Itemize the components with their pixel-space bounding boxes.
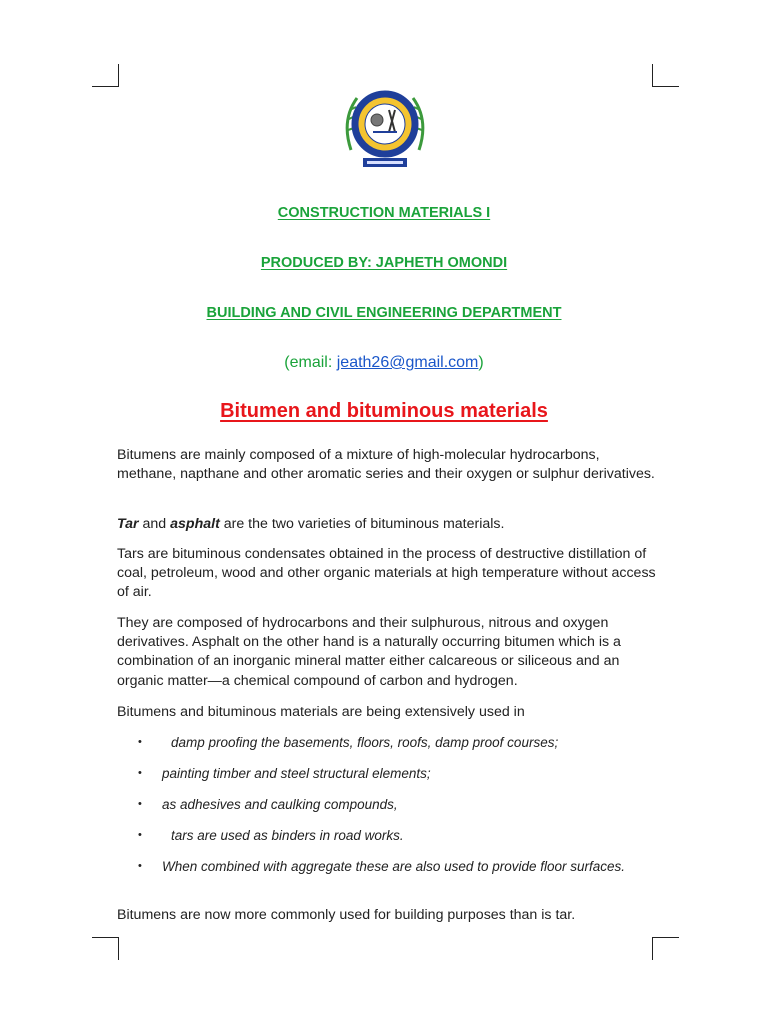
list-item: • damp proofing the basements, floors, roofs, damp proof courses;	[138, 733, 658, 752]
course-title: CONSTRUCTION MATERIALS I	[277, 205, 491, 221]
email-line	[0, 354, 768, 372]
varieties-and: and	[138, 516, 171, 532]
list-item: • When combined with aggregate these are also used to provide floor surfaces.	[138, 857, 658, 876]
term-tar: Tar	[117, 516, 139, 532]
produced-by: PRODUCED BY: JAPHETH OMONDI	[260, 255, 508, 271]
paragraph-varieties	[117, 515, 657, 534]
list-item: • painting timber and steel structural elements;	[138, 764, 658, 783]
paragraph-intro: Bitumens are mainly composed of a mixture of high-molecular hydrocarbons, methane, napthane and other aromatic series and their oxygen or sulphur derivatives.	[117, 447, 655, 483]
section-title: Bitumen and bituminous materials	[220, 400, 548, 422]
crop-mark-top-right	[652, 64, 679, 87]
paragraph-uses-intro: Bitumens and bituminous materials are being extensively used in	[117, 704, 525, 720]
paragraph-closing: Bitumens are now more commonly used for building purposes than is tar.	[117, 907, 576, 923]
crop-mark-bottom-right	[652, 937, 679, 960]
paragraph-composition: They are composed of hydrocarbons and their sulphurous, nitrous and oxygen derivatives. Asphalt on the other hand is a naturally occurring bitumen which is a combination of an inorganic mineral matter either calcareous or siliceous and an organic matter—a chemical compound of carbon and hydrogen.	[117, 615, 621, 689]
crop-mark-top-left	[92, 64, 119, 87]
institution-logo	[337, 80, 433, 176]
list-item: • tars are used as binders in road works.	[138, 826, 658, 845]
varieties-rest: are the two varieties of bituminous materials.	[219, 516, 505, 532]
email-prefix: (email:	[284, 354, 337, 371]
list-item: • as adhesives and caulking compounds,	[138, 795, 658, 814]
department: BUILDING AND CIVIL ENGINEERING DEPARTMENT	[206, 305, 562, 321]
paragraph-tars: Tars are bituminous condensates obtained in the process of destructive distillation of coal, petroleum, wood and other organic materials at high temperature without access of air.	[117, 546, 656, 601]
uses-list	[138, 733, 658, 888]
crop-mark-bottom-left	[92, 937, 119, 960]
email-suffix: )	[478, 354, 484, 371]
term-asphalt: asphalt	[170, 516, 220, 532]
email-link[interactable]: jeath26@gmail.com	[336, 354, 479, 371]
